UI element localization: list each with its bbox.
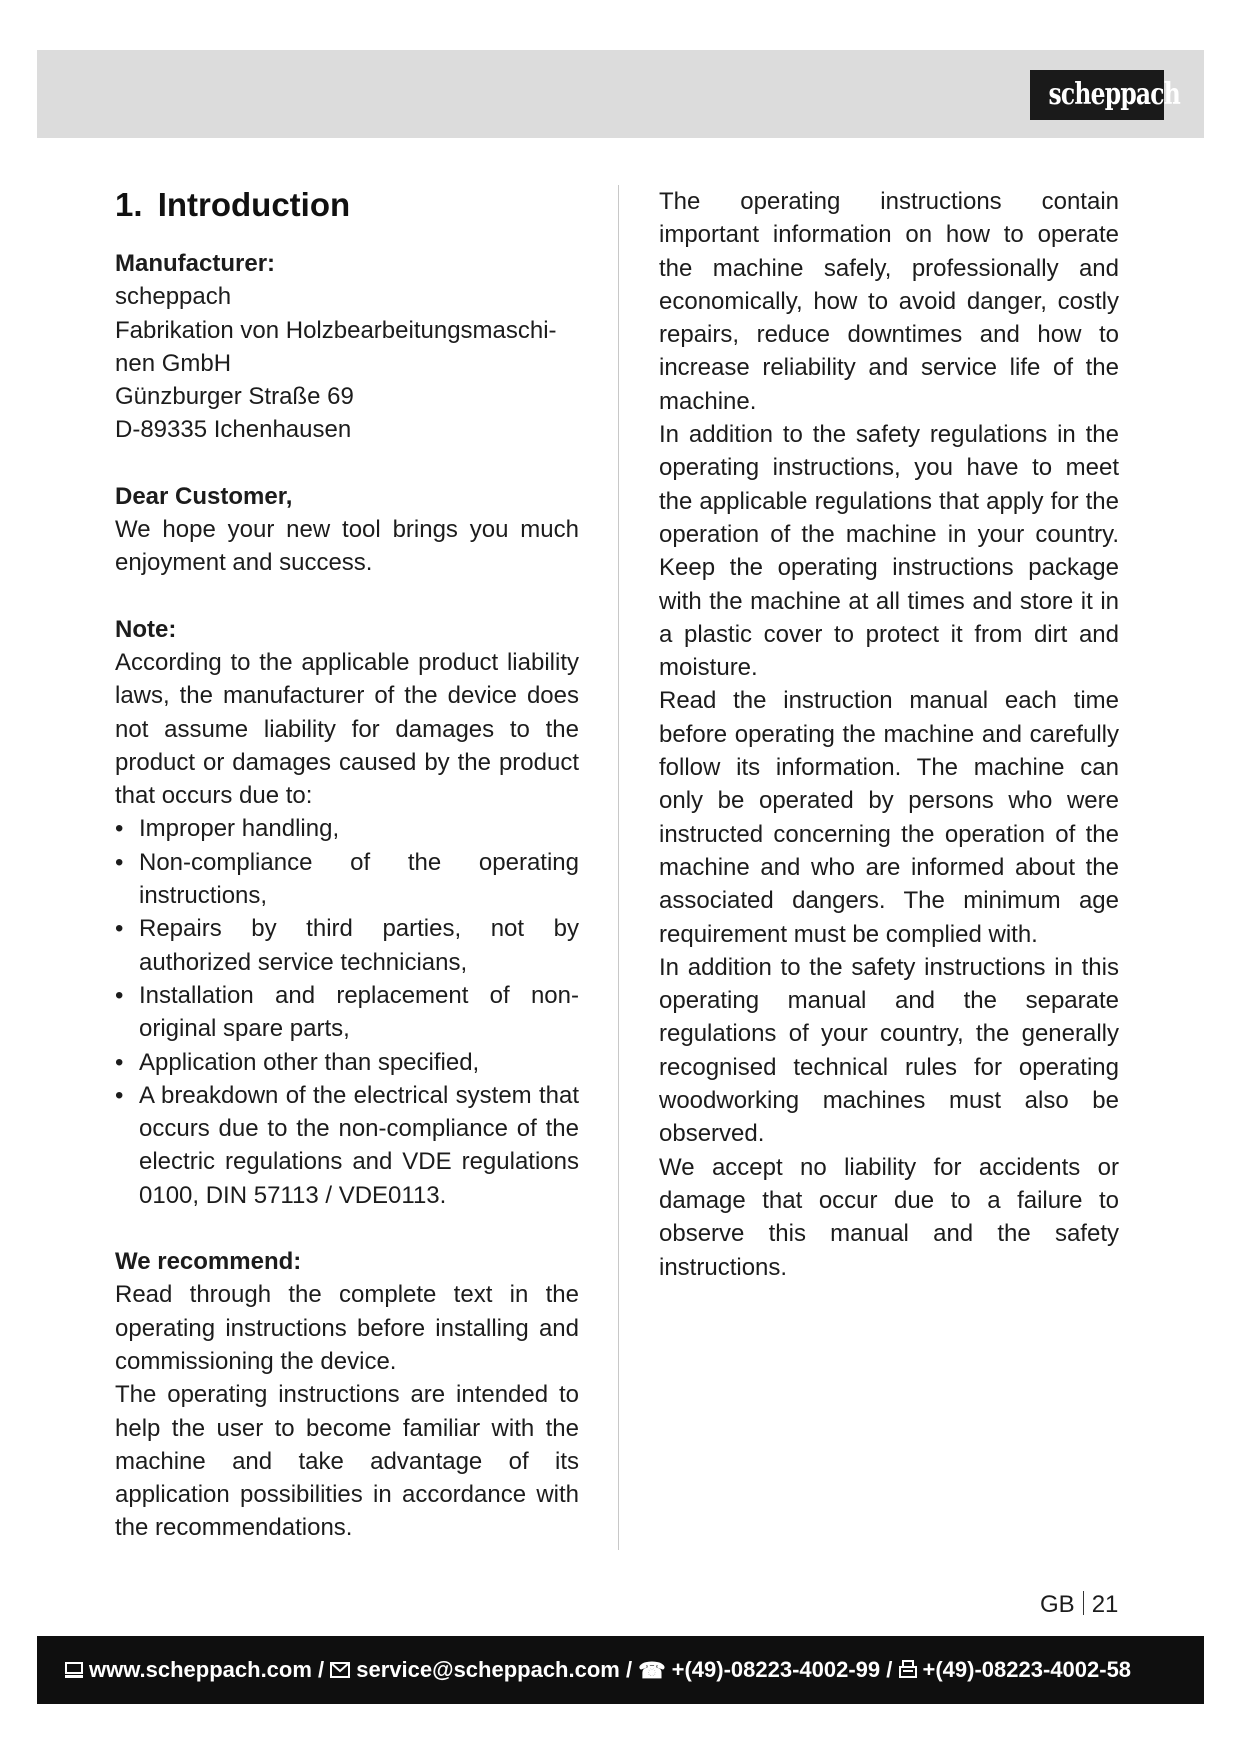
manufacturer-line: Fabrikation von Holzbearbeitungsmaschi- <box>115 316 557 344</box>
note-text: According to the applicable product liability laws, the manufacturer of the device does not assume liability for damages to the product or damages caused by the product that occurs due to: <box>115 648 579 810</box>
customer-text: We hope your new tool brings you much enjoyment and success. <box>115 516 579 577</box>
scheppach-logo: scheppach <box>1030 70 1164 120</box>
email-icon <box>330 1637 350 1705</box>
list-item: • Application other than specified, <box>115 1046 579 1079</box>
page-language: GB <box>1040 1591 1075 1618</box>
website-link[interactable]: www.scheppach.com <box>89 1657 312 1682</box>
list-item: • Improper handling, <box>115 812 579 845</box>
right-column <box>659 185 1119 1284</box>
note-bullet-list <box>115 812 579 1212</box>
customer-label: Dear Customer, <box>115 482 293 510</box>
phone-number[interactable]: +(49)-08223-4002-99 <box>671 1657 881 1682</box>
computer-icon <box>65 1637 83 1705</box>
right-paragraph: Read the instruction manual each time before operating the machine and carefully follow its information. The machine can only be operated by persons who were instructed concerning the operation of the machine and who are informed about the associated dangers. The minimum age requirement must be complied with. <box>659 687 1119 948</box>
header-band <box>37 50 1204 138</box>
footer-separator: / <box>311 1657 331 1682</box>
note-label: Note: <box>115 615 177 643</box>
fax-icon <box>899 1637 917 1705</box>
page-number-value: 21 <box>1091 1591 1119 1618</box>
manufacturer-line: scheppach <box>115 283 232 311</box>
phone-icon: ☎ <box>638 1658 666 1684</box>
fax-number[interactable]: +(49)-08223-4002-58 <box>922 1657 1132 1682</box>
email-link[interactable]: service@scheppach.com <box>356 1657 620 1682</box>
manufacturer-line: D-89335 Ichenhausen <box>115 416 352 444</box>
list-item: • A breakdown of the electrical system that occurs due to the non-compliance of the electric regulations and VDE regulations 0100, DIN 57113 / VDE0113. <box>115 1079 579 1212</box>
manufacturer-line: Günzburger Straße 69 <box>115 383 354 411</box>
right-paragraph: In addition to the safety instructions in this operating manual and the separate regulations of your country, the generally recognised technical rules for operating woodworking machines must also be observed. <box>659 953 1119 1148</box>
right-paragraph: In addition to the safety regulations in the operating instructions, you have to meet the applicable regulations that apply for the operation of the machine in your country. Keep the operating instructions package with the machine at all times and store it in a plastic cover to protect it from dirt and moisture. <box>659 421 1119 682</box>
column-divider <box>618 185 619 1550</box>
section-title: Introduction <box>157 186 351 223</box>
manufacturer-line: nen GmbH <box>115 349 232 377</box>
list-item: • Installation and replacement of non-original spare parts, <box>115 979 579 1046</box>
manufacturer-address <box>115 280 579 446</box>
recommend-label: We recommend: <box>115 1248 302 1276</box>
footer-band <box>37 1636 1204 1704</box>
recommend-text: Read through the complete text in the operating instructions before installing and commissioning the device. <box>115 1281 579 1375</box>
footer-separator: / <box>880 1657 899 1682</box>
footer-separator: / <box>619 1657 639 1682</box>
right-paragraph: The operating instructions contain important information on how to operate the machine safely, professionally and economically, how to avoid danger, costly repairs, reduce downtimes and how to increase reliability and service life of the machine. <box>659 188 1119 415</box>
manufacturer-label: Manufacturer: <box>115 250 276 277</box>
footer-contact <box>65 1636 1131 1705</box>
list-item: • Repairs by third parties, not by authorized service technicians, <box>115 912 579 979</box>
section-number: 1. <box>115 186 143 223</box>
list-item: • Non-compliance of the operating instructions, <box>115 846 579 913</box>
left-column <box>115 185 579 1545</box>
right-paragraph: We accept no liability for accidents or damage that occur due to a failure to observe this manual and the safety instructions. <box>659 1153 1119 1281</box>
page-number <box>1040 1590 1118 1620</box>
recommend-text: The operating instructions are intended to help the user to become familiar with the machine and take advantage of its application possibilities in accordance with the recommendations. <box>115 1381 579 1542</box>
section-heading <box>115 185 579 225</box>
